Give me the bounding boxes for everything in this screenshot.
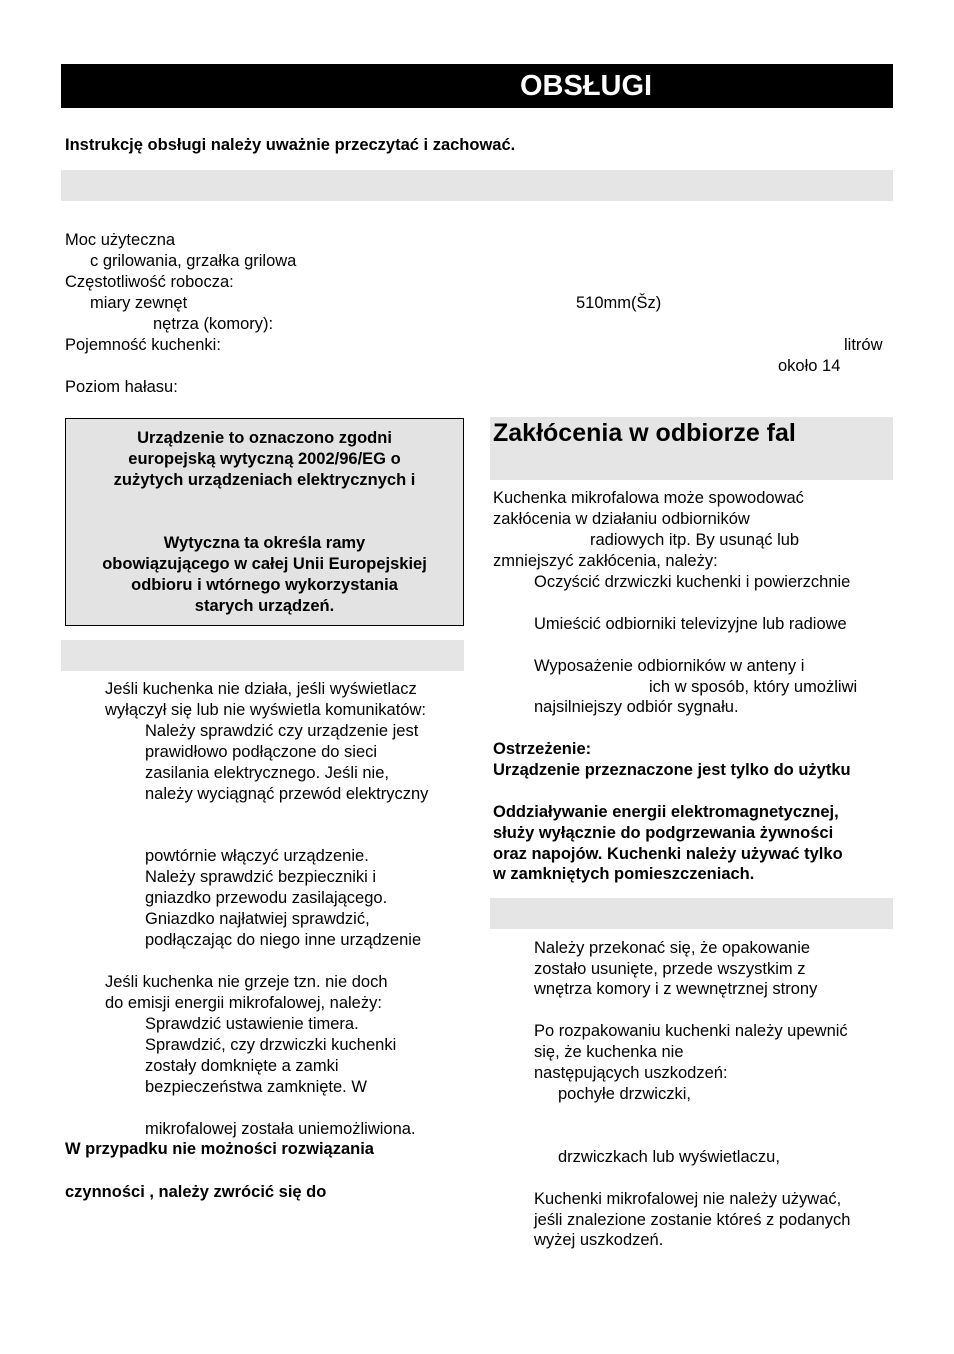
inspect-text: się, że kuchenka nie xyxy=(534,1043,684,1061)
interference-move: Umieścić odbiorniki televizyjne lub radiowe xyxy=(534,615,847,633)
damage-item: drzwiczkach lub wyświetlaczu, xyxy=(558,1148,780,1166)
do-not-use-text: Kuchenki mikrofalowej nie należy używać, xyxy=(534,1190,842,1208)
spec-weight-value: około 14 xyxy=(778,357,841,375)
weee-line: zużytych urządzeniach elektrycznych i xyxy=(113,471,416,489)
emission-text: oraz napojów. Kuchenki należy używać tylko xyxy=(493,845,843,863)
unresolved-note: W przypadku nie możności rozwiązania xyxy=(65,1140,374,1158)
restart: powtórnie włączyć urządzenie. xyxy=(145,847,369,865)
no-heat-intro: do emisji energii mikrofalowej, należy: xyxy=(105,994,382,1012)
section-band-unpacking xyxy=(490,898,893,929)
spec-power: Moc użyteczna xyxy=(65,231,176,249)
interference-intro-cont: radiowych itp. By usunąć lub xyxy=(590,531,800,549)
inspect-text: następujących uszkodzeń: xyxy=(534,1064,728,1082)
weee-line: obowiązującego w całej Unii Europejskiej xyxy=(102,555,427,573)
packaging-text: wnętrza komory i z wewnętrznej strony xyxy=(534,980,818,998)
emission-text: w zamkniętych pomieszczeniach. xyxy=(493,865,755,883)
damage-item: pochyłe drzwiczki, xyxy=(558,1085,691,1103)
packaging-text: Należy przekonać się, że opakowanie xyxy=(534,939,811,957)
check-fuses: gniazdko przewodu zasilającego. xyxy=(145,889,388,907)
packaging-text: zostało usunięte, przede wszystkim z xyxy=(534,960,806,978)
interference-intro-end: zmniejszyć zakłócenia, należy: xyxy=(493,552,718,570)
check-power: Należy sprawdzić czy urządzenie jest xyxy=(145,722,419,740)
interference-intro: zakłócenia w działaniu odbiorników xyxy=(493,510,750,528)
emission-text: Oddziaływanie energii elektromagnetycznej, xyxy=(493,803,839,821)
emission-text: służy wyłącznie do podgrzewania żywności xyxy=(493,824,834,842)
spec-inner-dims: nętrza (komory): xyxy=(153,315,274,333)
weee-notice-box xyxy=(65,418,464,626)
page-title: OBSŁUGI xyxy=(520,70,653,102)
section-band-specs xyxy=(61,170,893,201)
spec-outer-dims: miary zewnęt xyxy=(90,294,188,312)
spec-capacity-value: litrów xyxy=(844,336,883,354)
check-timer: Sprawdzić ustawienie timera. xyxy=(145,1015,359,1033)
spec-outer-dims-value: 510mm(Šz) xyxy=(576,294,662,312)
check-power: należy wyciągnąć przewód elektryczny xyxy=(145,785,429,803)
weee-line: starych urządzeń. xyxy=(194,597,335,615)
warning-label: Ostrzeżenie: xyxy=(493,740,592,758)
contact-note: czynności , należy zwrócić się do xyxy=(65,1183,327,1201)
check-door: Sprawdzić, czy drzwiczki kuchenki xyxy=(145,1036,397,1054)
do-not-use-text: wyżej uszkodzeń. xyxy=(534,1231,664,1249)
not-working-intro: wyłączył się lub nie wyświetla komunikatów: xyxy=(105,701,426,719)
interference-clean: Oczyścić drzwiczki kuchenki i powierzchnie xyxy=(534,573,851,591)
check-door: bezpieczeństwa zamknięte. W xyxy=(145,1078,367,1096)
weee-line: Wytyczna ta określa ramy xyxy=(163,534,366,552)
weee-line: odbioru i wtórnego wykorzystania xyxy=(131,576,398,594)
spec-capacity: Pojemność kuchenki: xyxy=(65,336,221,354)
spec-frequency: Częstotliwość robocza: xyxy=(65,273,234,291)
check-fuses: podłączając do niego inne urządzenie xyxy=(145,931,422,949)
check-fuses: Gniazdko najłatwiej sprawdzić, xyxy=(145,910,370,928)
interference-antenna: Wyposażenie odbiorników w anteny i xyxy=(534,657,805,675)
section-band-troubleshooting xyxy=(61,640,464,671)
interference-antenna-cont: ich w sposób, który umożliwi xyxy=(649,678,858,696)
not-working-intro: Jeśli kuchenka nie działa, jeśli wyświetlacz xyxy=(105,680,417,698)
page-title-bar xyxy=(61,64,893,108)
check-power: zasilania elektrycznego. Jeśli nie, xyxy=(145,764,389,782)
interference-heading: Zakłócenia w odbiorze fal xyxy=(493,419,796,447)
weee-line: europejską wytyczną 2002/96/EG o xyxy=(128,450,401,468)
interference-intro: Kuchenka mikrofalowa może spowodować xyxy=(493,489,804,507)
check-fuses: Należy sprawdzić bezpieczniki i xyxy=(145,868,377,886)
spec-grill: c grilowania, grzałka grilowa xyxy=(90,252,297,270)
do-not-use-text: jeśli znalezione zostanie któreś z podanych xyxy=(534,1211,851,1229)
intro-text: Instrukcję obsługi należy uważnie przeczytać i zachować. xyxy=(65,136,516,154)
spec-noise: Poziom hałasu: xyxy=(65,378,178,396)
weee-line: Urządzenie to oznaczono zgodni xyxy=(137,429,392,447)
interference-antenna-end: najsilniejszy odbiór sygnału. xyxy=(534,698,739,716)
no-heat-intro: Jeśli kuchenka nie grzeje tzn. nie doch xyxy=(105,973,388,991)
check-power: prawidłowo podłączone do sieci xyxy=(145,743,378,761)
inspect-text: Po rozpakowaniu kuchenki należy upewnić xyxy=(534,1022,848,1040)
microwave-blocked: mikrofalowej została uniemożliwiona. xyxy=(145,1120,416,1138)
check-door: zostały domknięte a zamki xyxy=(145,1057,339,1075)
warning-text: Urządzenie przeznaczone jest tylko do użytku xyxy=(493,761,851,779)
